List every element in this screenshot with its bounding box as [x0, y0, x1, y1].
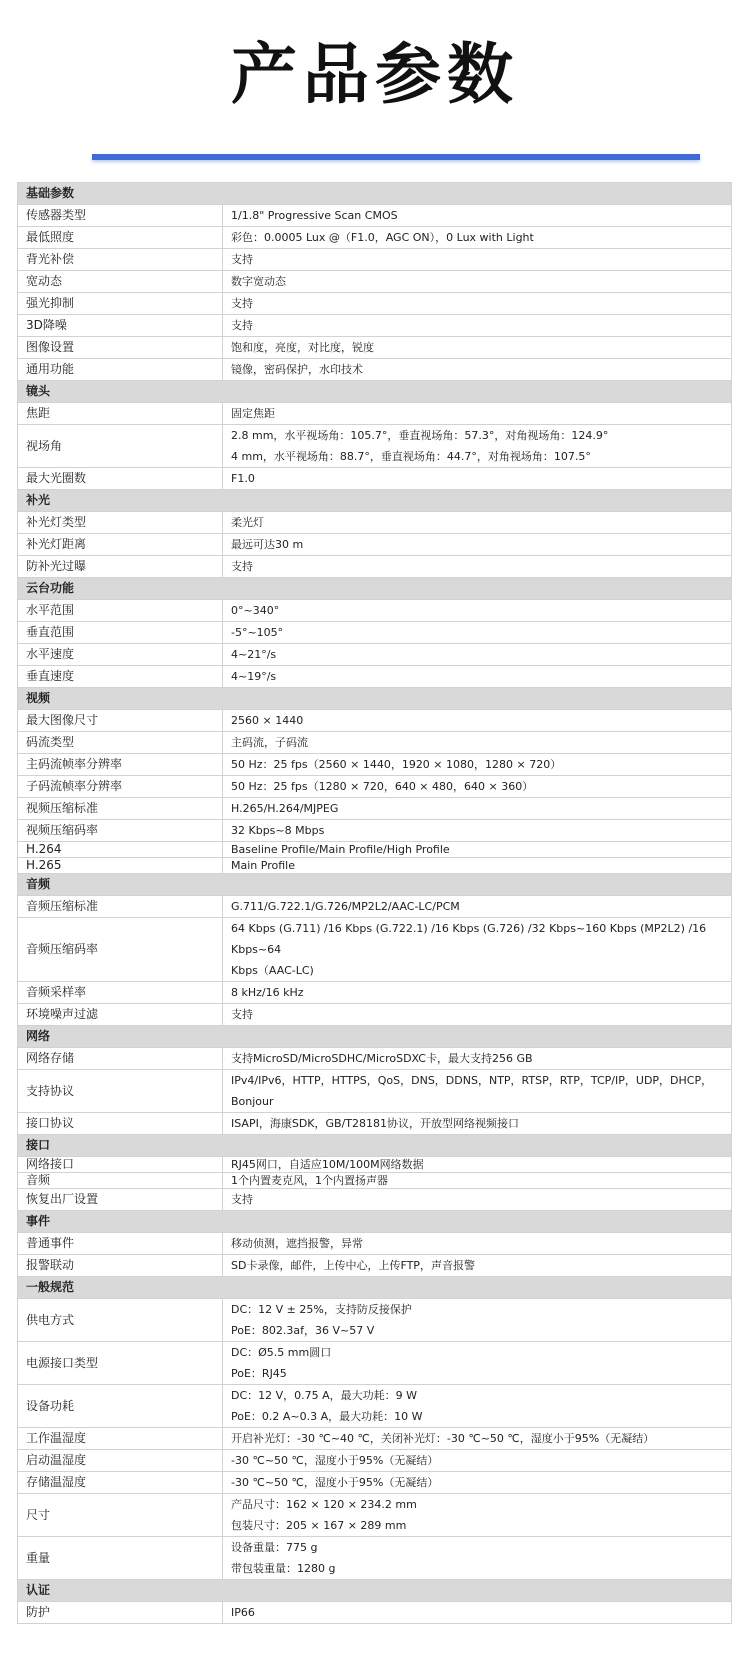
- spec-label: 图像设置: [18, 337, 223, 359]
- spec-value: [223, 205, 732, 227]
- spec-value: [223, 1385, 732, 1428]
- spec-label: 报警联动: [18, 1255, 223, 1277]
- spec-row: [18, 732, 732, 754]
- spec-row: [18, 512, 732, 534]
- spec-value: [223, 982, 732, 1004]
- spec-value: [223, 600, 732, 622]
- spec-value-line: -30 ℃~50 ℃，湿度小于95%（无凝结）: [231, 1476, 439, 1489]
- spec-value: [223, 1472, 732, 1494]
- spec-row: [18, 982, 732, 1004]
- spec-value: [223, 337, 732, 359]
- spec-value: [223, 227, 732, 249]
- spec-label: 焦距: [18, 403, 223, 425]
- spec-value: [223, 249, 732, 271]
- spec-label: 设备功耗: [18, 1385, 223, 1428]
- spec-value: [223, 271, 732, 293]
- spec-value: [223, 820, 732, 842]
- spec-label: 视场角: [18, 425, 223, 468]
- spec-value-line: Baseline Profile/Main Profile/High Profile: [231, 843, 450, 856]
- section-title: 镜头: [18, 381, 732, 403]
- section-title: 音频: [18, 874, 732, 896]
- spec-value-line: 支持: [231, 1193, 253, 1206]
- spec-label: 网络接口: [18, 1157, 223, 1173]
- spec-row: [18, 468, 732, 490]
- spec-value: [223, 512, 732, 534]
- spec-value-line: 移动侦测，遮挡报警，异常: [231, 1237, 363, 1250]
- spec-value-line: RJ45网口，自适应10M/100M网络数据: [231, 1158, 424, 1171]
- spec-row: [18, 918, 732, 982]
- spec-label: 环境噪声过滤: [18, 1004, 223, 1026]
- section-header: [18, 490, 732, 512]
- spec-row: [18, 1450, 732, 1472]
- spec-value: [223, 1189, 732, 1211]
- spec-row: [18, 600, 732, 622]
- spec-label: 音频压缩标准: [18, 896, 223, 918]
- spec-label: 视频压缩标准: [18, 798, 223, 820]
- spec-value: [223, 1602, 732, 1624]
- spec-value-line: G.711/G.722.1/G.726/MP2L2/AAC-LC/PCM: [231, 900, 460, 913]
- spec-value-line: 主码流，子码流: [231, 736, 308, 749]
- spec-row: [18, 205, 732, 227]
- spec-value-line: 数字宽动态: [231, 275, 286, 288]
- spec-label: 接口协议: [18, 1113, 223, 1135]
- spec-value-line: 0°~340°: [231, 604, 280, 617]
- spec-label: H.265: [18, 858, 223, 874]
- spec-label: H.264: [18, 842, 223, 858]
- spec-value-line: PoE：RJ45: [231, 1367, 287, 1380]
- spec-value-line: 1个内置麦克风，1个内置扬声器: [231, 1174, 388, 1187]
- spec-value: [223, 858, 732, 874]
- spec-value: [223, 918, 732, 982]
- spec-table: [17, 182, 732, 1624]
- spec-label: 宽动态: [18, 271, 223, 293]
- spec-label: 背光补偿: [18, 249, 223, 271]
- spec-row: [18, 666, 732, 688]
- spec-value: [223, 842, 732, 858]
- spec-row: [18, 293, 732, 315]
- spec-value: [223, 534, 732, 556]
- spec-label: 垂直速度: [18, 666, 223, 688]
- spec-label: 音频: [18, 1173, 223, 1189]
- spec-value-line: 2.8 mm，水平视场角：105.7°，垂直视场角：57.3°，对角视场角：124.9°: [231, 429, 609, 442]
- spec-row: [18, 1299, 732, 1342]
- spec-label: 音频压缩码率: [18, 918, 223, 982]
- spec-value: [223, 359, 732, 381]
- spec-value: [223, 1255, 732, 1277]
- spec-row: [18, 1048, 732, 1070]
- section-header: [18, 183, 732, 205]
- spec-row: [18, 858, 732, 874]
- spec-value: [223, 556, 732, 578]
- spec-value: [223, 1004, 732, 1026]
- spec-row: [18, 556, 732, 578]
- spec-label: 主码流帧率分辨率: [18, 754, 223, 776]
- section-title: 基础参数: [18, 183, 732, 205]
- spec-row: [18, 271, 732, 293]
- spec-value: [223, 798, 732, 820]
- section-header: [18, 1135, 732, 1157]
- spec-label: 启动温湿度: [18, 1450, 223, 1472]
- spec-value-line: IPv4/IPv6，HTTP，HTTPS，QoS，DNS，DDNS，NTP，RTSP，RTP，TCP/IP，UDP，DHCP，Bonjour: [231, 1074, 713, 1108]
- spec-row: [18, 710, 732, 732]
- spec-value-line: PoE：0.2 A~0.3 A，最大功耗：10 W: [231, 1410, 423, 1423]
- spec-value: [223, 732, 732, 754]
- spec-value: [223, 1233, 732, 1255]
- spec-row: [18, 842, 732, 858]
- spec-label: 最大光圈数: [18, 468, 223, 490]
- spec-value: [223, 1070, 732, 1113]
- spec-label: 垂直范围: [18, 622, 223, 644]
- spec-value: [223, 1299, 732, 1342]
- spec-label: 码流类型: [18, 732, 223, 754]
- spec-row: [18, 644, 732, 666]
- spec-value-line: -30 ℃~50 ℃，湿度小于95%（无凝结）: [231, 1454, 439, 1467]
- spec-row: [18, 798, 732, 820]
- spec-label: 视频压缩码率: [18, 820, 223, 842]
- spec-value-line: SD卡录像，邮件，上传中心，上传FTP，声音报警: [231, 1259, 475, 1272]
- spec-label: 水平速度: [18, 644, 223, 666]
- spec-value-line: DC：Ø5.5 mm圆口: [231, 1346, 332, 1359]
- spec-row: [18, 1070, 732, 1113]
- spec-row: [18, 776, 732, 798]
- spec-value: [223, 1428, 732, 1450]
- spec-label: 最低照度: [18, 227, 223, 249]
- spec-label: 普通事件: [18, 1233, 223, 1255]
- spec-row: [18, 227, 732, 249]
- spec-label: 子码流帧率分辨率: [18, 776, 223, 798]
- spec-value-line: 4 mm，水平视场角：88.7°，垂直视场角：44.7°，对角视场角：107.5°: [231, 450, 591, 463]
- spec-value-line: 1/1.8" Progressive Scan CMOS: [231, 209, 398, 222]
- spec-row: [18, 403, 732, 425]
- section-header: [18, 578, 732, 600]
- spec-value-line: Kbps（AAC-LC): [231, 964, 314, 977]
- spec-row: [18, 534, 732, 556]
- spec-value: [223, 622, 732, 644]
- spec-value: [223, 1494, 732, 1537]
- section-title: 事件: [18, 1211, 732, 1233]
- spec-value-line: 彩色：0.0005 Lux @（F1.0，AGC ON），0 Lux with Light: [231, 231, 534, 244]
- spec-row: [18, 1602, 732, 1624]
- spec-label: 支持协议: [18, 1070, 223, 1113]
- spec-value: [223, 1173, 732, 1189]
- spec-value: [223, 896, 732, 918]
- spec-value-line: 支持MicroSD/MicroSDHC/MicroSDXC卡，最大支持256 GB: [231, 1052, 533, 1065]
- spec-value: [223, 1113, 732, 1135]
- spec-label: 强光抑制: [18, 293, 223, 315]
- spec-value-line: 开启补光灯：-30 ℃~40 ℃，关闭补光灯：-30 ℃~50 ℃，湿度小于95%（无凝结）: [231, 1432, 655, 1445]
- spec-value-line: 支持: [231, 253, 253, 266]
- spec-row: [18, 820, 732, 842]
- spec-row: [18, 1255, 732, 1277]
- spec-label: 存储温湿度: [18, 1472, 223, 1494]
- spec-row: [18, 249, 732, 271]
- spec-value-line: 最远可达30 m: [231, 538, 304, 551]
- title-underline: [92, 154, 700, 160]
- spec-value: [223, 1537, 732, 1580]
- spec-label: 通用功能: [18, 359, 223, 381]
- spec-value-line: H.265/H.264/MJPEG: [231, 802, 339, 815]
- spec-value-line: 支持: [231, 560, 253, 573]
- spec-row: [18, 1004, 732, 1026]
- page-title: 产品参数: [231, 36, 519, 113]
- spec-value-line: 饱和度，亮度，对比度，锐度: [231, 341, 374, 354]
- spec-label: 网络存储: [18, 1048, 223, 1070]
- section-header: [18, 1211, 732, 1233]
- spec-value: [223, 776, 732, 798]
- spec-table-body: [18, 183, 732, 1624]
- spec-label: 补光灯距离: [18, 534, 223, 556]
- spec-label: 最大图像尺寸: [18, 710, 223, 732]
- spec-label: 补光灯类型: [18, 512, 223, 534]
- section-title: 补光: [18, 490, 732, 512]
- spec-value-line: 支持: [231, 319, 253, 332]
- spec-label: 电源接口类型: [18, 1342, 223, 1385]
- spec-label: 3D降噪: [18, 315, 223, 337]
- spec-row: [18, 425, 732, 468]
- spec-value-line: DC：12 V，0.75 A，最大功耗：9 W: [231, 1389, 418, 1402]
- spec-value-line: 支持: [231, 1008, 253, 1021]
- spec-row: [18, 896, 732, 918]
- spec-value: [223, 644, 732, 666]
- spec-value-line: 镜像，密码保护，水印技术: [231, 363, 363, 376]
- spec-value-line: 8 kHz/16 kHz: [231, 986, 304, 999]
- section-title: 云台功能: [18, 578, 732, 600]
- spec-value-line: 32 Kbps~8 Mbps: [231, 824, 325, 837]
- spec-label: 恢复出厂设置: [18, 1189, 223, 1211]
- spec-row: [18, 1173, 732, 1189]
- spec-value: [223, 1342, 732, 1385]
- spec-value-line: DC：12 V ± 25%，支持防反接保护: [231, 1303, 412, 1316]
- section-header: [18, 1277, 732, 1299]
- spec-value-line: 4~21°/s: [231, 648, 277, 661]
- spec-value: [223, 1048, 732, 1070]
- spec-value: [223, 1157, 732, 1173]
- spec-value: [223, 468, 732, 490]
- spec-value: [223, 315, 732, 337]
- spec-value-line: IP66: [231, 1606, 255, 1619]
- section-title: 视频: [18, 688, 732, 710]
- spec-value-line: F1.0: [231, 472, 255, 485]
- spec-value: [223, 403, 732, 425]
- spec-value-line: 包装尺寸：205 × 167 × 289 mm: [231, 1519, 407, 1532]
- spec-label: 尺寸: [18, 1494, 223, 1537]
- section-header: [18, 381, 732, 403]
- spec-value-line: ISAPI，海康SDK，GB/T28181协议，开放型网络视频接口: [231, 1117, 519, 1130]
- section-title: 认证: [18, 1580, 732, 1602]
- spec-label: 传感器类型: [18, 205, 223, 227]
- spec-value-line: 柔光灯: [231, 516, 264, 529]
- spec-value-line: 支持: [231, 297, 253, 310]
- spec-label: 防补光过曝: [18, 556, 223, 578]
- spec-value: [223, 754, 732, 776]
- spec-row: [18, 1157, 732, 1173]
- spec-value: [223, 425, 732, 468]
- section-header: [18, 688, 732, 710]
- section-title: 网络: [18, 1026, 732, 1048]
- spec-row: [18, 1189, 732, 1211]
- spec-row: [18, 1537, 732, 1580]
- spec-value-line: PoE：802.3af，36 V~57 V: [231, 1324, 375, 1337]
- spec-row: [18, 1113, 732, 1135]
- spec-value-line: 带包装重量：1280 g: [231, 1562, 336, 1575]
- spec-row: [18, 359, 732, 381]
- spec-label: 供电方式: [18, 1299, 223, 1342]
- spec-value: [223, 1450, 732, 1472]
- spec-row: [18, 1472, 732, 1494]
- spec-row: [18, 1494, 732, 1537]
- spec-value-line: Main Profile: [231, 859, 295, 872]
- spec-value-line: 4~19°/s: [231, 670, 277, 683]
- spec-row: [18, 315, 732, 337]
- section-title: 一般规范: [18, 1277, 732, 1299]
- spec-row: [18, 622, 732, 644]
- spec-label: 工作温湿度: [18, 1428, 223, 1450]
- section-header: [18, 874, 732, 896]
- spec-label: 防护: [18, 1602, 223, 1624]
- spec-value-line: 固定焦距: [231, 407, 275, 420]
- spec-value-line: 50 Hz：25 fps（1280 × 720，640 × 480，640 × 360）: [231, 780, 534, 793]
- spec-value: [223, 666, 732, 688]
- spec-row: [18, 1385, 732, 1428]
- spec-row: [18, 1233, 732, 1255]
- spec-value-line: 64 Kbps (G.711) /16 Kbps (G.722.1) /16 Kbps (G.726) /32 Kbps~160 Kbps (MP2L2) /16 Kbps~64: [231, 922, 707, 956]
- section-title: 接口: [18, 1135, 732, 1157]
- spec-value-line: 2560 × 1440: [231, 714, 304, 727]
- spec-value-line: 产品尺寸：162 × 120 × 234.2 mm: [231, 1498, 417, 1511]
- spec-row: [18, 1428, 732, 1450]
- spec-row: [18, 1342, 732, 1385]
- section-header: [18, 1026, 732, 1048]
- spec-label: 音频采样率: [18, 982, 223, 1004]
- spec-value: [223, 293, 732, 315]
- spec-label: 重量: [18, 1537, 223, 1580]
- section-header: [18, 1580, 732, 1602]
- spec-value-line: -5°~105°: [231, 626, 284, 639]
- spec-label: 水平范围: [18, 600, 223, 622]
- spec-value-line: 设备重量：775 g: [231, 1541, 318, 1554]
- spec-value: [223, 710, 732, 732]
- spec-value-line: 50 Hz：25 fps（2560 × 1440，1920 × 1080，1280 × 720）: [231, 758, 562, 771]
- spec-row: [18, 337, 732, 359]
- spec-row: [18, 754, 732, 776]
